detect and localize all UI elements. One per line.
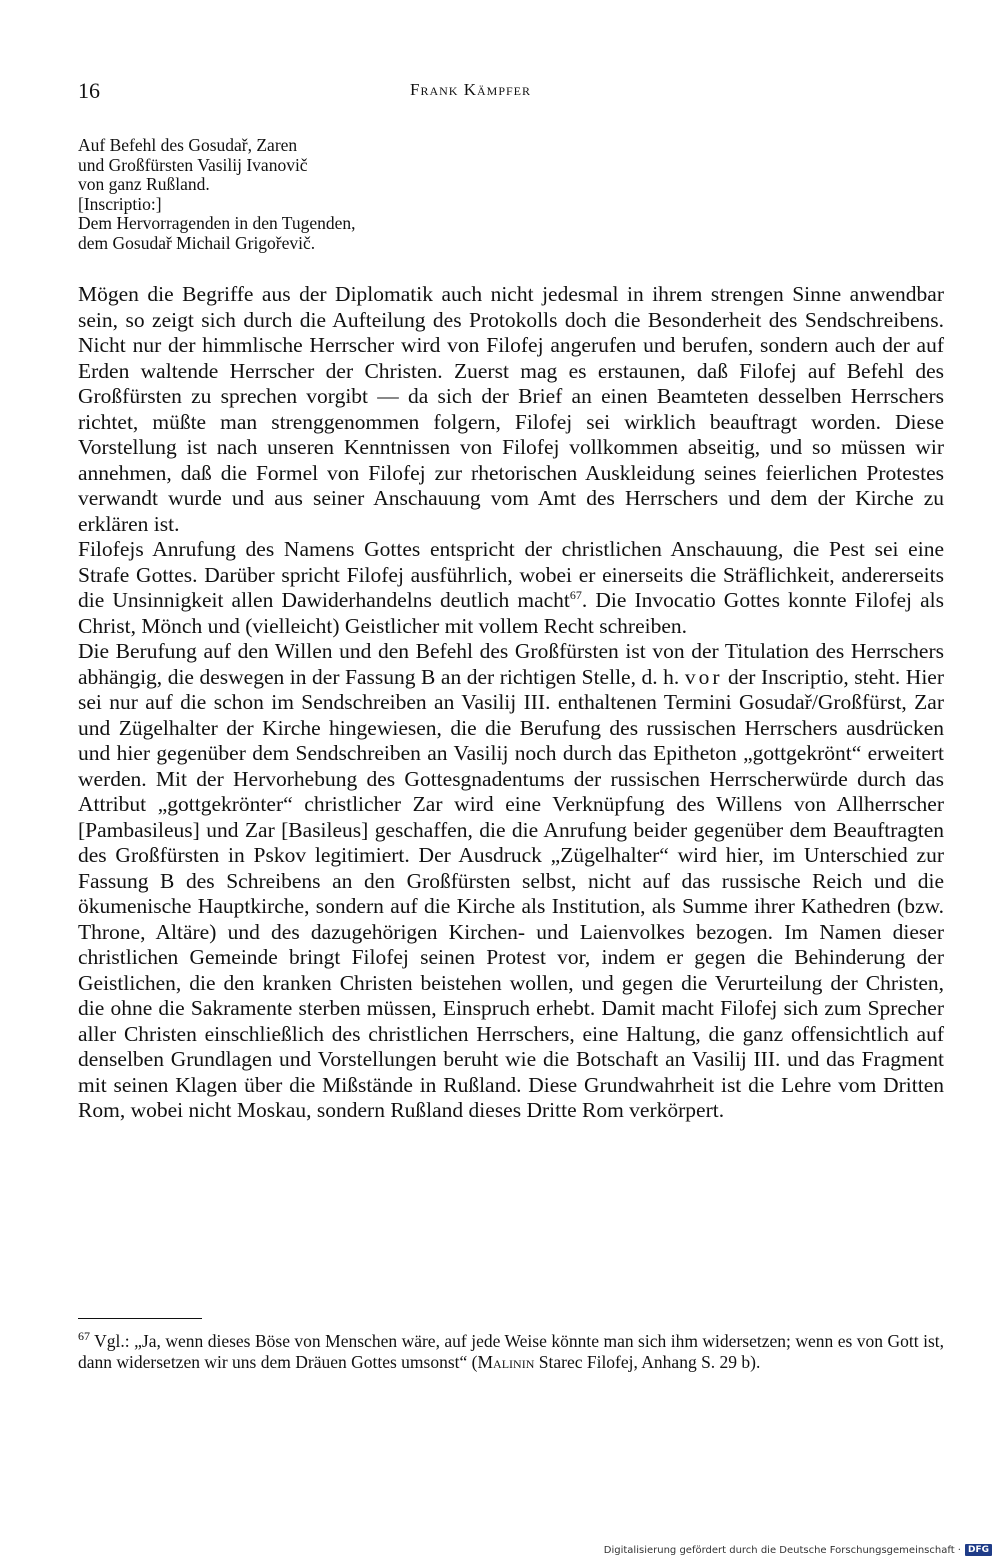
footnote-text: Vgl.: „Ja, wenn dieses Böse von Menschen wäre, auf jede Weise könnte man sich ihm widersetzen; wenn es von Gott ist, dann widersetzen wir uns dem Dräuen Gottes umsonst“ ( bbox=[78, 1331, 944, 1372]
page-number: 16 bbox=[78, 78, 100, 103]
footnote-reference-text: Starec Filofej, Anhang S. 29 b). bbox=[538, 1352, 761, 1372]
dfg-banner-text: Digitalisierung gefördert durch die Deutsche Forschungsgemeinschaft · bbox=[603, 1544, 961, 1556]
footnote bbox=[78, 1331, 944, 1373]
footnote-reference[interactable]: 67 bbox=[569, 587, 582, 602]
dfg-logo-icon: DFG bbox=[965, 1544, 992, 1556]
salutation-line: [Inscriptio:] bbox=[78, 193, 162, 214]
salutation-line: dem Gosudař Michail Grigořevič. bbox=[78, 232, 316, 253]
emphasis-spaced: vor bbox=[684, 664, 723, 689]
body-text bbox=[78, 282, 944, 1124]
salutation-line: Auf Befehl des Gosudař, Zaren bbox=[78, 135, 298, 155]
paragraph-3 bbox=[78, 639, 944, 1124]
salutation-line: Dem Hervorragenden in den Tugenden, bbox=[78, 213, 356, 233]
salutation-block bbox=[78, 136, 356, 253]
footnote-divider bbox=[78, 1318, 202, 1319]
paragraph-2-end: . Die Invocatio Gottes konnte Filofej als Christ, Mönch und (vielleicht) Geistlicher mit vollem Recht schreiben. bbox=[78, 588, 944, 638]
running-head: Frank Kämpfer bbox=[410, 80, 532, 99]
footnote-author: Malinin bbox=[477, 1352, 535, 1372]
paragraph-2 bbox=[78, 537, 944, 639]
paragraph-3-rest: der Inscriptio, steht. Hier sei nur auf die schon im Sendschreiben an Vasilij III. enthaltenen Termini Gosudař/Großfürst, Zar und Zügelhalter der Kirche hingewiesen, die die Berufung des russischen Herrschers ausdrücken und hier gegenüber dem Sendschreiben an Vasilij noch durch das Epitheton „gottgekrönt“ erweitert werden. Mit der Hervorhebung des Gottesgnadentums der russischen Herrscherwürde durch das Attribut „gottgekrönter“ christlicher Zar wird eine Verknüpfung des Willens von Allherrscher [Pambasileus] und Zar [Basileus] geschaffen, die die Anrufung beider gegenüber dem Beauftragten des Großfürsten in Pskov legitimiert. Der Ausdruck „Zügelhalter“ wird hier, im Unterschied zur Fassung B des Schreibens an den Großfürsten selbst, nicht auf das russische Reich und die ökumenische Hauptkirche, sondern auf die Kirche als Institution, als Summe ihrer Kathedren (bzw. Throne, Altäre) und des dazugehörigen Kirchen- und Laienvolkes bezogen. Im Namen dieser christlichen Gemeinde bringt Filofej seinen Protest vor, indem er gegen die Behinderung der Geistlichen, die den kranken Christen beistehen wollen, und gegen die Verurteilung der Christen, die ohne die Sakramente sterben müssen, Einspruch erhebt. Damit macht Filofej sich zum Sprecher aller Christen einschließlich des christlichen Herrschers, eine Haltung, die ganz offensichtlich auf denselben Grundlagen und Vorstellungen beruht wie die Botschaft an Vasilij III. und das Fragment mit seinen Klagen über die Mißstände in Rußland. Diese Grundwahrheit ist die Lehre vom Dritten Rom, wobei nicht Moskau, sondern Rußland dieses Dritte Rom verkörpert. bbox=[78, 664, 945, 1122]
paragraph-1: Mögen die Begriffe aus der Diplomatik auch nicht jedesmal in ihrem strengen Sinne anwendbar sein, so zeigt sich durch die Aufteilung des Protokolls doch die Besonderheit des Sendschreibens. Nicht nur der himmlische Herrscher wird von Filofej angerufen und berufen, sondern auch der auf Erden waltende Herrscher der Christen. Zuerst mag es erstaunen, daß Filofej auf Befehl des Großfürsten zu sprechen vorgibt — da sich der Brief an einen Beamteten desselben Herrschers richtet, müßte man strenggenommen folgern, Filofej sei wirklich beauftragt worden. Diese Vorstellung ist nach unseren Kenntnissen von Filofej vollkommen abseitig, und so müssen wir annehmen, daß die Formel von Filofej zur rhetorischen Auskleidung seines feierlichen Protestes verwandt wurde und aus seiner Anschauung vom Amt des Herrschers und dem der Kirche zu erklären ist. bbox=[78, 282, 944, 536]
paragraph-3-start: Die Berufung auf den Willen und den Befehl des Großfürsten ist von der Titulation des Herrschers abhängig, die deswegen in der Fassung B an der richtigen Stelle, d. h. bbox=[78, 639, 944, 689]
dfg-banner bbox=[604, 1544, 992, 1556]
salutation-line: und Großfürsten Vasilij Ivanovič bbox=[78, 154, 308, 175]
footnote-number: 67 bbox=[78, 1329, 90, 1344]
paragraph-2-text: Filofejs Anrufung des Namens Gottes entspricht der christlichen Anschauung, die Pest sei eine Strafe Gottes. Darüber spricht Filofej ausführlich, wobei er einerseits die Sträflichkeit, andererseits die Unsinnigkeit allen Dawiderhandelns deutlich macht bbox=[78, 537, 944, 612]
salutation-line: von ganz Rußland. bbox=[78, 174, 210, 194]
